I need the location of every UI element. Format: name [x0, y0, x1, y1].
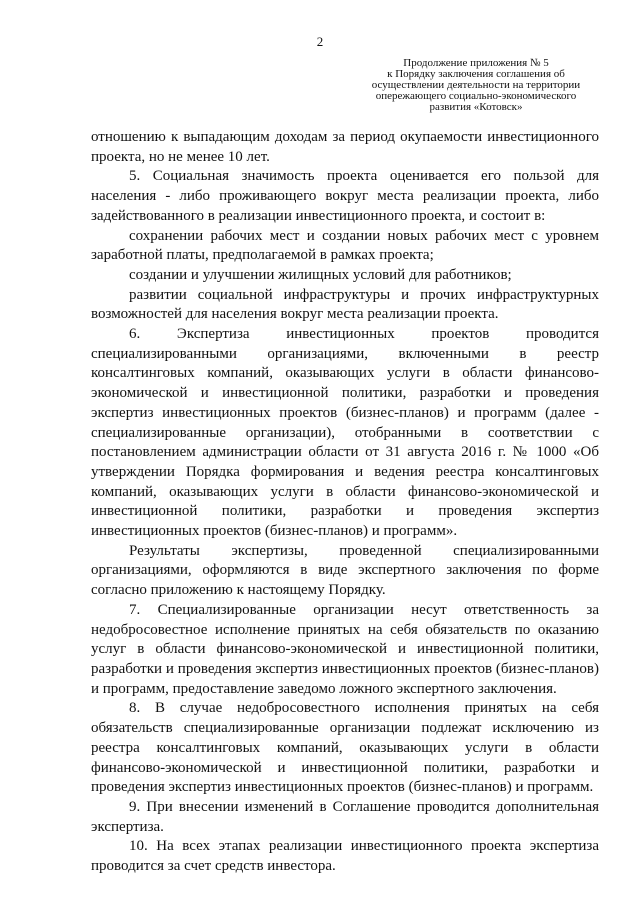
- paragraph-results: Результаты экспертизы, проведенной специализированными организациями, оформляются в виде экспертного заключения по форме согласно приложению к настоящему Порядку.: [91, 542, 599, 599]
- appendix-header-line: Продолжение приложения № 5: [403, 57, 549, 69]
- paragraph-subitem: создании и улучшении жилищных условий для работников;: [129, 266, 512, 283]
- paragraph-item-6: 6. Экспертиза инвестиционных проектов проводится специализированными организациями, включенными в реестр консалтинговых компаний, оказывающих услуги в области финансово-экономической и инвестиционной политики, разработки и проведения экспертиз инвестиционных проектов (бизнес-планов) и программ (далее - специализированные организации), отобранными в соответствии с постановлением администрации области от 31 августа 2016 г. № 1000 «Об утверждении Порядка формирования и ведения реестра консалтинговых компаний, оказывающих услуги в области финансово-экономической и инвестиционной политики, разработки и проведения экспертиз инвестиционных проектов (бизнес-планов) и программ».: [91, 326, 599, 540]
- paragraph-subitem: развитии социальной инфраструктуры и прочих инфраструктурных возможностей для населения вокруг места реализации проекта.: [91, 286, 599, 323]
- paragraph-item-7: 7. Специализированные организации несут ответственность за недобросовестное исполнение принятых на себя обязательств по оказанию услуг в области финансово-экономической и инвестиционной политики, разработки и проведения экспертиз инвестиционных проектов (бизнес-планов) и программ, предоставление заведомо ложного экспертного заключения.: [91, 601, 599, 697]
- appendix-header-line: развития «Котовск»: [429, 101, 523, 113]
- appendix-header: [353, 58, 599, 113]
- paragraph-item-10: 10. На всех этапах реализации инвестиционного проекта экспертиза проводится за счет средств инвестора.: [91, 838, 599, 875]
- page-number: 2: [316, 34, 324, 49]
- paragraph-item-8: 8. В случае недобросовестного исполнения принятых на себя обязательств специализированные организации подлежат исключению из реестра консалтинговых компаний, оказывающих услуги в области финансово-экономической и инвестиционной политики, разработки и проведения экспертиз инвестиционных проектов (бизнес-планов) и программ.: [91, 700, 599, 796]
- document-body: [91, 128, 599, 877]
- paragraph-item-9: 9. При внесении изменений в Соглашение проводится дополнительная экспертиза.: [91, 798, 599, 835]
- appendix-header-line: опережающего социально-экономического: [375, 90, 577, 102]
- paragraph-subitem: сохранении рабочих мест и создании новых рабочих мест с уровнем заработной платы, предполагаемой в рамках проекта;: [91, 227, 599, 264]
- appendix-header-line: к Порядку заключения соглашения об: [387, 68, 565, 80]
- paragraph-continuation: отношению к выпадающим доходам за период окупаемости инвестиционного проекта, но не менее 10 лет.: [91, 129, 599, 165]
- paragraph-item-5: 5. Социальная значимость проекта оценивается его пользой для населения - либо проживающего вокруг места реализации проекта, либо задействованного в реализации инвестиционного проекта, и состоит в:: [91, 168, 599, 224]
- appendix-header-line: осуществлении деятельности на территории: [371, 79, 581, 91]
